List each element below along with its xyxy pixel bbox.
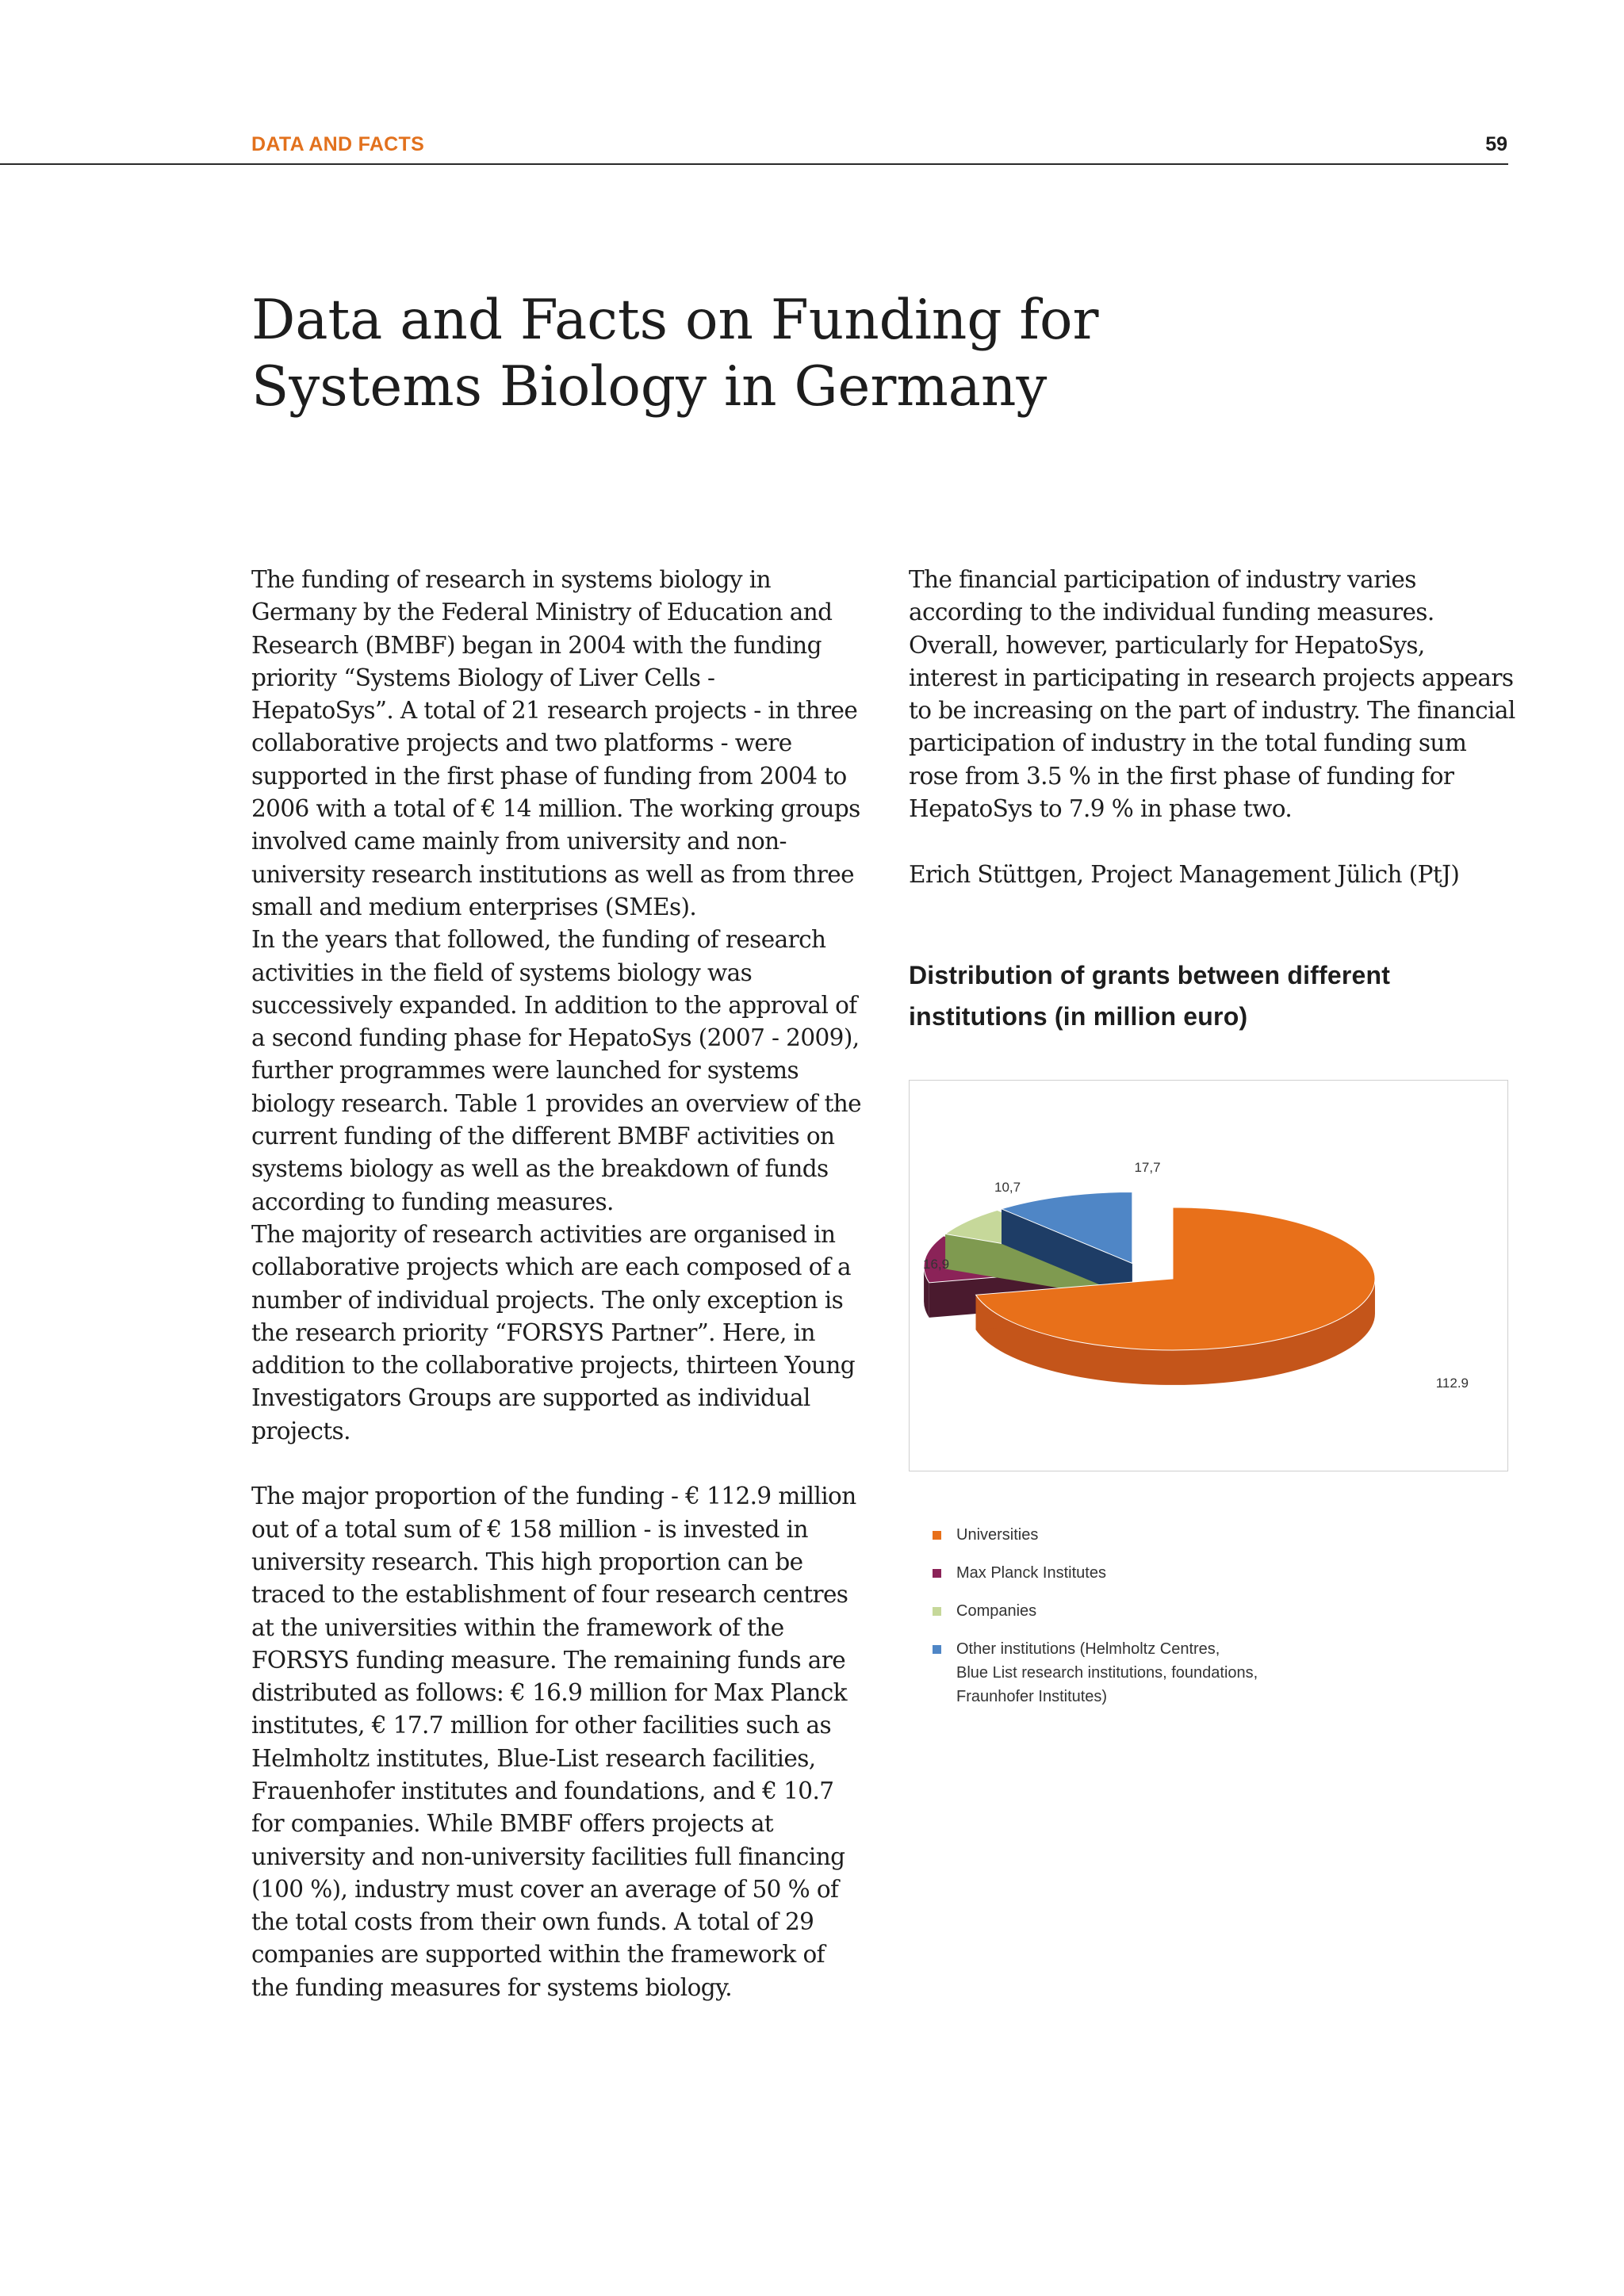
legend-label: Blue List research institutions, foundations, bbox=[956, 1664, 1258, 1682]
author-credit: Erich Stüttgen, Project Management Jülich (PtJ) bbox=[909, 860, 1460, 888]
legend-label: Companies bbox=[956, 1602, 1037, 1620]
data-label: 17,7 bbox=[1134, 1160, 1161, 1175]
legend-label: Universities bbox=[956, 1526, 1039, 1544]
paragraph: The majority of research activities are organised in collaborative projects which are each composed of a number of individual projects. The only exception is the research priority “FORSYS Partner”. Here, in addition to the collaborative projects, thirteen Young Investigators Groups are supported as individual projects. bbox=[251, 1220, 856, 1445]
data-label: 16,9 bbox=[923, 1257, 950, 1272]
paragraph: The funding of research in systems biology in Germany by the Federal Ministry of Education and Research (BMBF) began in 2004 with the funding priority “Systems Biology of Liver Cells - HepatoSys”. A total of 21 research projects - in three collaborative projects and two platforms - were supported in the first phase of funding from 2004 to 2006 with a total of € 14 million. The working groups involved came mainly from university and non-university research institutions as well as from three small and medium enterprises (SMEs). bbox=[251, 566, 860, 920]
running-head: DATA AND FACTS bbox=[251, 133, 425, 155]
legend-item bbox=[933, 1561, 1488, 1585]
paragraph: In the years that followed, the funding of research activities in the field of systems biology was successively expanded. In addition to the approval of a second funding phase for HepatoSys (2007 - 2009), further programmes were launched for systems biology research. Table 1 provides an overview of the current funding of the different BMBF activities on systems biology as well as the breakdown of funds according to funding measures. bbox=[251, 926, 862, 1215]
legend-swatch bbox=[933, 1569, 941, 1578]
chart-heading bbox=[909, 955, 1511, 1037]
legend-label: Max Planck Institutes bbox=[956, 1564, 1106, 1582]
legend-swatch bbox=[933, 1645, 941, 1654]
header-divider bbox=[0, 163, 1508, 165]
paragraph: The financial participation of industry varies according to the individual funding measures. Overall, however, particularly for HepatoSys, interest in participating in research projects appears to be increasing on the part of industry. The financial participation of industry in the total funding sum rose from 3.5 % in the first phase of funding for HepatoSys to 7.9 % in phase two. bbox=[909, 566, 1515, 823]
legend-item bbox=[933, 1637, 1488, 1709]
chart-heading-line: institutions (in million euro) bbox=[909, 1002, 1248, 1031]
legend-label: Other institutions (Helmholtz Centres, bbox=[956, 1640, 1220, 1658]
legend-item bbox=[933, 1523, 1488, 1547]
pie-chart-svg bbox=[910, 1081, 1507, 1471]
data-label: 10,7 bbox=[994, 1180, 1021, 1195]
title-line: Data and Facts on Funding for bbox=[251, 289, 1099, 352]
paragraph: The major proportion of the funding - € 112.9 million out of a total sum of € 158 million - is invested in university research. This high proportion can be traced to the establishment of four research centres at the universities within the framework of the FORSYS funding measure. The remaining funds are distributed as follows: € 16.9 million for Max Planck institutes, € 17.7 million for other facilities such as Helmholtz institutes, Blue-List research facilities, Frauenhofer institutes and foundations, and € 10.7 for companies. While BMBF offers projects at university and non-university facilities full financing (100 %), industry must cover an average of 50 % of the total costs from their own funds. A total of 29 companies are supported within the framework of the funding measures for systems biology. bbox=[251, 1483, 856, 2001]
right-column bbox=[909, 564, 1519, 891]
page-title bbox=[251, 287, 1124, 420]
chart-legend bbox=[933, 1523, 1488, 1723]
chart-heading-line: Distribution of grants between different bbox=[909, 961, 1391, 989]
left-column bbox=[251, 564, 862, 2004]
page-number: 59 bbox=[1485, 133, 1507, 155]
legend-swatch bbox=[933, 1531, 941, 1540]
pie-chart bbox=[909, 1080, 1508, 1471]
data-label: 112.9 bbox=[1435, 1376, 1469, 1391]
legend-swatch bbox=[933, 1607, 941, 1616]
legend-label: Fraunhofer Institutes) bbox=[956, 1688, 1108, 1705]
title-line: Systems Biology in Germany bbox=[251, 355, 1048, 419]
legend-item bbox=[933, 1599, 1488, 1623]
